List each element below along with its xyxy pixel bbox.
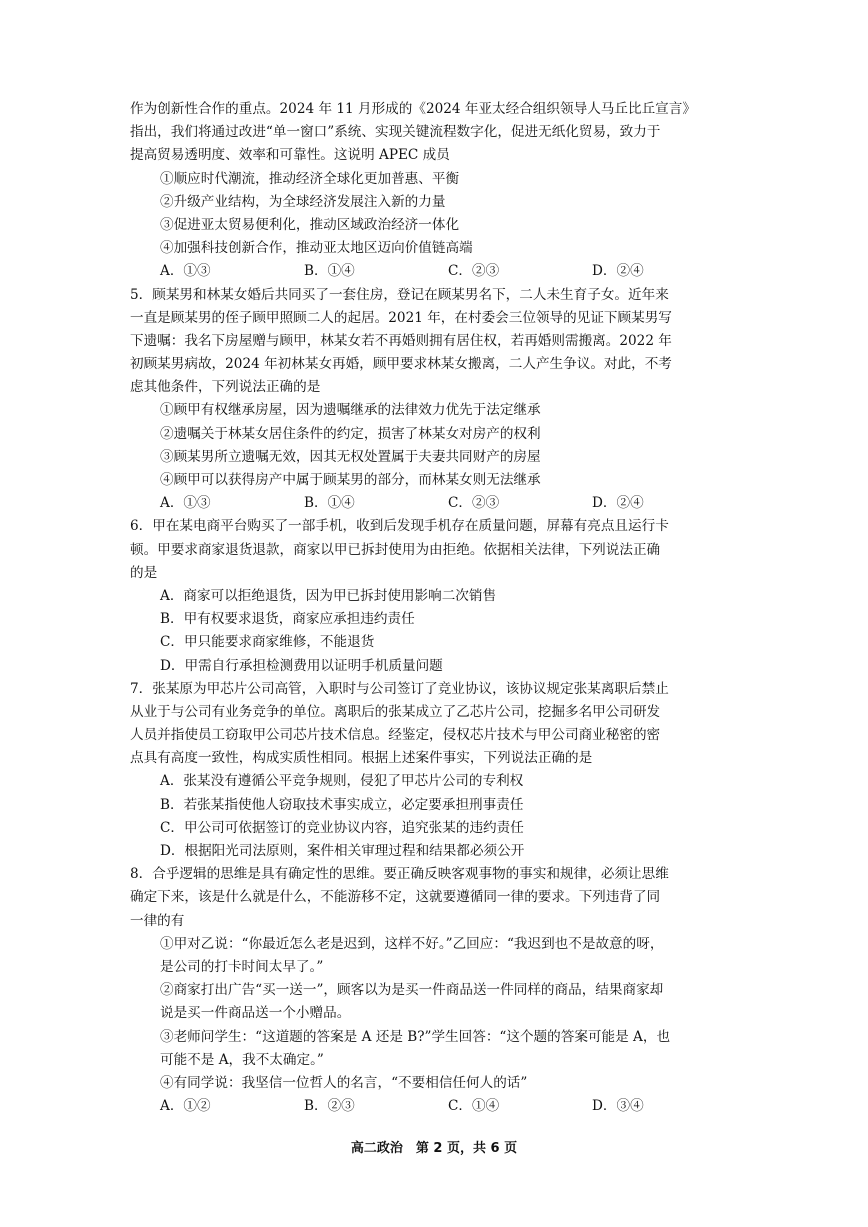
statement: ①顾甲有权继承房屋，因为遗嘱继承的法律效力优先于法定继承 <box>160 402 541 419</box>
statement: ①顺应时代潮流，推动经济全球化更加普惠、平衡 <box>160 170 460 187</box>
text-line: 的是 <box>130 564 158 581</box>
q4-stem <box>130 98 742 168</box>
statement: ②遗嘱关于林某女居住条件的约定，损害了林某女对房产的权利 <box>160 425 541 442</box>
text-line: 提高贸易透明度、效率和可靠性。这说明 APEC 成员 <box>130 147 450 164</box>
option: A．张某没有遵循公平竞争规则，侵犯了甲芯片公司的专利权 <box>160 773 524 790</box>
q8-options <box>130 1095 742 1118</box>
option: B．若张某指使他人窃取技术事实成立，必定要承担刑事责任 <box>160 796 524 813</box>
option: D．②④ <box>592 495 644 512</box>
option: D．甲需自行承担检测费用以证明手机质量问题 <box>160 657 443 674</box>
text-line: 下遗嘱：我名下房屋赠与顾甲，林某女若不再婚则拥有居住权，若再婚则需搬离。2022 年 <box>130 332 672 349</box>
q4-statements <box>130 168 742 261</box>
option: D．②④ <box>592 263 644 280</box>
q5-options <box>130 492 742 515</box>
option: A．①② <box>160 1098 211 1115</box>
text-line: 点具有高度一致性，构成实质性相同。根据上述案件事实，下列说法正确的是 <box>130 750 593 767</box>
option: C．甲只能要求商家维修，不能退货 <box>160 634 375 651</box>
option: B．甲有权要求退货，商家应承担违约责任 <box>160 611 415 628</box>
q7-options <box>130 770 742 863</box>
q8-stem <box>130 863 742 933</box>
statement: ③老师问学生：“这道题的答案是 A 还是 B?”学生回答：“这个题的答案可能是 A，也 <box>160 1028 671 1045</box>
q6-stem <box>130 515 742 585</box>
q8-statements <box>130 933 742 1095</box>
q7-stem <box>130 678 742 771</box>
text-line: 7．张某原为甲芯片公司高管，入职时与公司签订了竞业协议，该协议规定张某离职后禁止 <box>130 680 669 697</box>
statement: ④顾甲可以获得房产中属于顾某男的部分，而林某女则无法继承 <box>160 472 541 488</box>
statement-continuation: 是公司的打卡时间太早了。” <box>160 958 324 975</box>
q5-stem <box>130 284 742 400</box>
statement: ②商家打出广告“买一送一”，顾客以为是买一件商品送一件同样的商品，结果商家却 <box>160 982 664 999</box>
option: D．根据阳光司法原则，案件相关审理过程和结果都必须公开 <box>160 843 525 859</box>
statement: ②升级产业结构，为全球经济发展注入新的力量 <box>160 193 446 210</box>
text-line: 人员并指使员工窃取甲公司芯片技术信息。经鉴定，侵权芯片技术与甲公司商业秘密的密 <box>130 727 661 744</box>
option: B．②③ <box>304 1098 355 1115</box>
exam-page <box>130 98 742 1118</box>
option: D．③④ <box>592 1098 644 1115</box>
page-footer: 高二政治 第 2 页，共 6 页 <box>350 1141 518 1156</box>
text-line: 5．顾某男和林某女婚后共同买了一套住房，登记在顾某男名下，二人未生育子女。近年来 <box>130 286 669 303</box>
option: C．②③ <box>448 263 500 280</box>
statement: ③促进亚太贸易便利化，推动区域政治经济一体化 <box>160 216 460 233</box>
option: A．①③ <box>160 263 211 280</box>
statement-continuation: 可能不是 A，我不太确定。” <box>160 1051 324 1068</box>
q5-statements <box>130 399 742 492</box>
option: B．①④ <box>304 263 355 280</box>
option: C．①④ <box>448 1098 500 1115</box>
text-line: 一律的有 <box>130 912 185 929</box>
text-line: 一直是顾某男的侄子顾甲照顾二人的起居。2021 年，在村委会三位领导的见证下顾某男写 <box>130 309 672 326</box>
text-line: 作为创新性合作的重点。2024 年 11 月形成的《2024 年亚太经合组织领导人马丘比丘宣言》 <box>130 101 696 117</box>
text-line: 初顾某男病故，2024 年初林某女再婚，顾甲要求林某女搬离，二人产生争议。对此，不考 <box>130 356 672 373</box>
option: B．①④ <box>304 495 355 512</box>
option: C．②③ <box>448 495 500 512</box>
statement: ④加强科技创新合作，推动亚太地区迈向价值链高端 <box>160 240 473 257</box>
text-line: 从业于与公司有业务竞争的单位。离职后的张某成立了乙芯片公司，挖掘多名甲公司研发 <box>130 703 661 720</box>
option: A．①③ <box>160 495 211 512</box>
q6-options <box>130 585 742 678</box>
text-line: 确定下来，该是什么就是什么，不能游移不定，这就要遵循同一律的要求。下列违背了同 <box>130 889 661 906</box>
statement: ①甲对乙说：“你最近怎么老是迟到，这样不好。”乙回应：“我迟到也不是故意的呀， <box>160 935 664 952</box>
text-line: 6．甲在某电商平台购买了一部手机，收到后发现手机存在质量问题，屏幕有亮点且运行卡 <box>130 518 669 535</box>
statement: ③顾某男所立遗嘱无效，因其无权处置属于夫妻共同财产的房屋 <box>160 448 541 465</box>
text-line: 顿。甲要求商家退货退款，商家以甲已拆封使用为由拒绝。依据相关法律，下列说法正确 <box>130 541 661 558</box>
q4-options <box>130 260 742 283</box>
option: A．商家可以拒绝退货，因为甲已拆封使用影响二次销售 <box>160 587 497 604</box>
text-line: 虑其他条件，下列说法正确的是 <box>130 379 321 396</box>
text-line: 8．合乎逻辑的思维是具有确定性的思维。要正确反映客观事物的事实和规律，必须让思维 <box>130 866 669 883</box>
statement: ④有同学说：我坚信一位哲人的名言，“不要相信任何人的话” <box>160 1074 528 1091</box>
text-line: 指出，我们将通过改进“单一窗口”系统、实现关键流程数字化，促进无纸化贸易，致力于 <box>130 124 661 141</box>
statement-continuation: 说是买一件商品送一个小赠品。 <box>160 1005 351 1022</box>
option: C．甲公司可依据签订的竞业协议内容，追究张某的违约责任 <box>160 819 524 836</box>
